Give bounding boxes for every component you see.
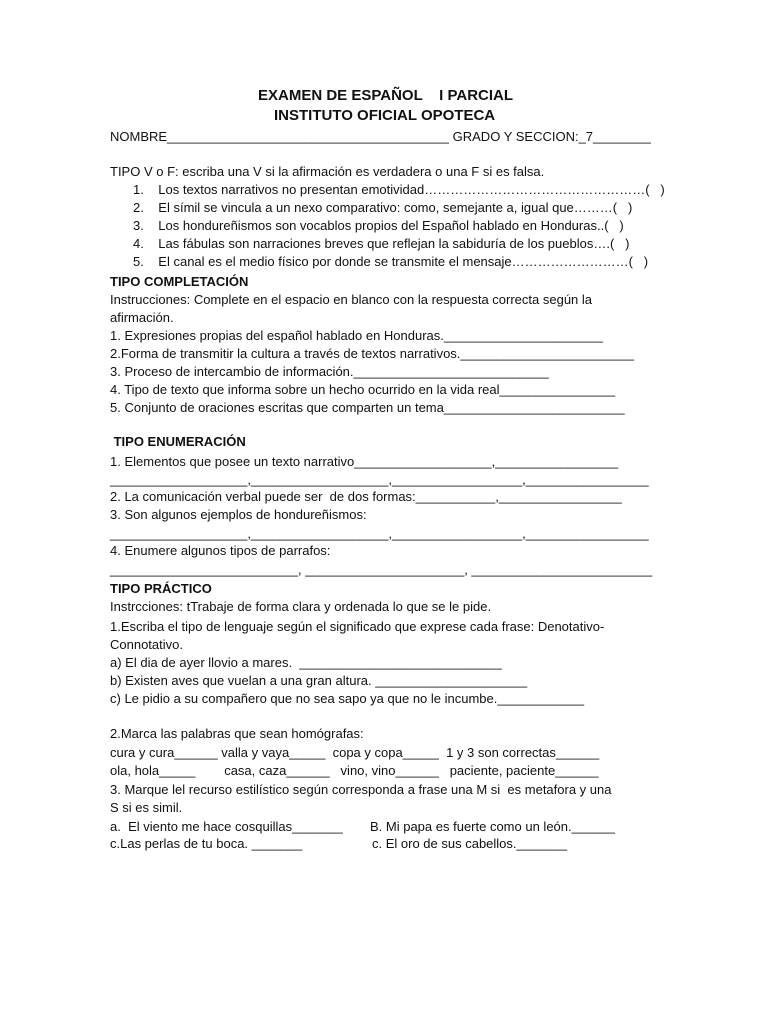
enumeration-line: __________________________, ______________________, _________________________ [110, 562, 653, 577]
practical-q3-item: c.Las perlas de tu boca. _______ [110, 836, 303, 851]
tf-item: 1. Los textos narrativos no presentan emotividad……………………………………………( ) [133, 182, 665, 197]
practical-q3-item: c. El oro de sus cabellos._______ [372, 836, 568, 851]
enumeration-line: 2. La comunicación verbal puede ser de dos formas:___________,_________________ [110, 489, 622, 504]
practical-heading: TIPO PRÁCTICO [110, 581, 212, 596]
completion-item: 5. Conjunto de oraciones escritas que comparten un tema_________________________ [110, 400, 625, 415]
completion-item: 3. Proceso de intercambio de información.___________________________ [110, 364, 549, 379]
practical-q1-cont: Connotativo. [110, 637, 183, 652]
completion-heading: TIPO COMPLETACIÓN [110, 274, 249, 289]
enumeration-heading: TIPO ENUMERACIÓN [110, 434, 246, 449]
practical-q1: 1.Escriba el tipo de lenguaje según el significado que exprese cada frase: Denotativo- [110, 619, 605, 634]
practical-q3-item: B. Mi papa es fuerte como un león.______ [370, 819, 615, 834]
name-grade-line: NOMBRE_______________________________________ GRADO Y SECCION:_7________ [110, 129, 651, 144]
completion-item: 4. Tipo de texto que informa sobre un hecho ocurrido en la vida real________________ [110, 382, 616, 397]
practical-q2-heading: 2.Marca las palabras que sean homógrafas: [110, 726, 364, 741]
completion-item: 2.Forma de transmitir la cultura a través de textos narrativos.________________________ [110, 346, 634, 361]
practical-instructions: Instrcciones: tTrabaje de forma clara y ordenada lo que se le pide. [110, 599, 492, 614]
practical-q1-item: c) Le pidio a su compañero que no sea sapo ya que no le incumbe.____________ [110, 691, 585, 706]
enumeration-line: ___________________,___________________,__________________,_________________ [110, 472, 649, 487]
enumeration-line: 4. Enumere algunos tipos de parrafos: [110, 543, 331, 558]
tf-item: 4. Las fábulas son narraciones breves que reflejan la sabiduría de los pueblos….( ) [133, 236, 630, 251]
completion-item: 1. Expresiones propias del español hablado en Honduras.______________________ [110, 328, 603, 343]
institute-title: INSTITUTO OFICIAL OPOTECA [274, 107, 496, 124]
tf-item: 3. Los hondureñismos son vocablos propios del Español hablado en Honduras..( ) [133, 218, 624, 233]
enumeration-line: 3. Son algunos ejemplos de hondureñismos: [110, 507, 367, 522]
practical-q2-row: cura y cura______ valla y vaya_____ copa y copa_____ 1 y 3 son correctas______ [110, 745, 600, 760]
practical-q1-item: a) El dia de ayer llovio a mares. ____________________________ [110, 655, 502, 670]
exam-title: EXAMEN DE ESPAÑOL I PARCIAL [258, 87, 514, 104]
completion-instructions: Instrucciones: Complete en el espacio en blanco con la respuesta correcta según la [110, 292, 593, 307]
practical-q3-cont: S si es simil. [110, 800, 183, 815]
enumeration-line: ___________________,___________________,__________________,_________________ [110, 526, 649, 541]
tf-item: 5. El canal es el medio físico por donde se transmite el mensaje………………………( ) [133, 254, 649, 269]
practical-q3: 3. Marque lel recurso estilístico según corresponda a frase una M si es metafora y una [110, 782, 612, 797]
practical-q3-item: a. El viento me hace cosquillas_______ [110, 819, 343, 834]
practical-q2-row: ola, hola_____ casa, caza______ vino, vino______ paciente, paciente______ [110, 763, 599, 778]
practical-q1-item: b) Existen aves que vuelan a una gran altura. _____________________ [110, 673, 528, 688]
enumeration-line: 1. Elementos que posee un texto narrativo___________________,_________________ [110, 454, 619, 469]
tf-instruction: TIPO V o F: escriba una V si la afirmación es verdadera o una F si es falsa. [110, 164, 545, 179]
tf-item: 2. El símil se vincula a un nexo comparativo: como, semejante a, igual que………( ) [133, 200, 633, 215]
completion-instructions-cont: afirmación. [110, 310, 174, 325]
